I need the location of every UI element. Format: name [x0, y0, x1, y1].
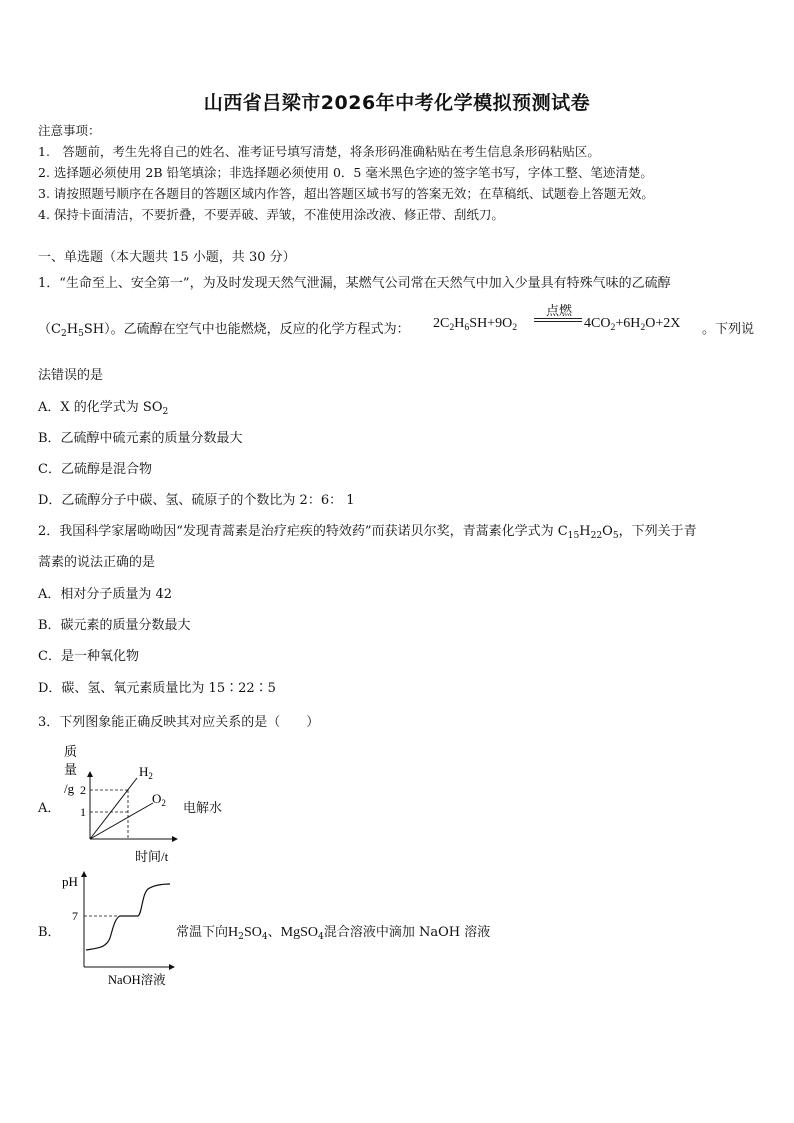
option-text: 、 — [267, 925, 281, 940]
q2-stem-text: 2．我国科学家屠呦呦因“发现青蒿素是治疗疟疾的特效药”而获诺贝尔奖，青蒿素化学式为 C — [38, 524, 568, 539]
subscript: 2 — [610, 322, 616, 333]
option-text: A．X 的化学式为 SO — [38, 400, 163, 415]
formula: SO — [243, 925, 262, 940]
q2-option-b: B．碳元素的质量分数最大 — [38, 618, 191, 633]
q1-option-b: B．乙硫醇中硫元素的质量分数最大 — [38, 431, 243, 446]
q2-option-c: C．是一种氧化物 — [38, 649, 139, 664]
equation-term: 4CO — [584, 316, 611, 331]
q3-stem: 3．下列图象能正确反映其对应关系的是（ ） — [38, 715, 320, 730]
tick-label-7: 7 — [72, 909, 78, 923]
subscript: 22 — [590, 531, 603, 541]
option-text: 常温下向 — [176, 925, 229, 940]
notice-item: 1. 答题前，考生先将自己的姓名、准考证号填写清楚，将条形码准确粘贴在考生信息条形码粘贴区。 — [38, 144, 600, 159]
ph-curve — [86, 884, 170, 950]
section-heading: 一、单选题（本大题共 15 小题，共 30 分） — [38, 250, 296, 265]
notice-heading: 注意事项： — [38, 123, 101, 138]
equation-term: H — [454, 316, 465, 331]
subscript: 2 — [238, 932, 244, 942]
formula: MgSO — [280, 925, 319, 940]
q3-option-a-text: 电解水 — [183, 801, 223, 816]
y-label: /g — [64, 781, 75, 796]
q1-stem-text: H — [66, 322, 79, 337]
equation-line-bottom — [534, 321, 582, 322]
page-title: 山西省吕梁市2026年中考化学模拟预测试卷 — [203, 92, 591, 114]
y-label: pH — [62, 874, 78, 889]
q2-stem-line-2: 蒿素的说法正确的是 — [38, 555, 156, 570]
subscript: 2 — [512, 322, 518, 333]
y-label: 质 — [64, 744, 78, 759]
y-label: 量 — [64, 762, 78, 777]
equation-term: SH+9O — [469, 316, 513, 331]
q3-option-a-letter: A． — [38, 801, 61, 816]
option-text: 混合溶液中滴加 NaOH 溶液 — [323, 925, 491, 940]
x-label: NaOH溶液 — [108, 973, 166, 987]
q1-stem-line-3: 法错误的是 — [38, 368, 104, 383]
subscript: 2 — [640, 322, 646, 333]
q3-option-b-letter: B． — [38, 925, 61, 940]
q1-stem-text: 。下列说 — [702, 322, 755, 337]
o2-label: $O_2$ — [152, 791, 166, 808]
q1-option-c: C．乙硫醇是混合物 — [38, 462, 152, 477]
formula: H — [228, 925, 239, 940]
q3-option-b-text: 常温下向$H_2SO_4$、MgSO$_4$混合溶液中滴加 NaOH 溶液 — [176, 925, 491, 942]
q1-stem-line-2 — [38, 318, 410, 337]
h2-line — [90, 778, 137, 839]
q2-option-d: D．碳、氢、氧元素质量比为 15∶22∶5 — [38, 681, 276, 696]
q1-option-a — [38, 396, 168, 415]
graph-a-electrolysis — [55, 740, 185, 868]
notice-item: 2. 选择题必须使用 2B 铅笔填涂；非选择题必须使用 0．5 毫米黑色字迹的签字笔书写，字体工整、笔迹清楚。 — [38, 165, 653, 180]
q1-stem-text: （C — [38, 322, 61, 337]
q1-stem-line-1: 1．“生命至上、安全第一”，为及时发现天然气泄漏，某燃气公司常在天然气中加入少量具有特殊气味的乙硫醇 — [38, 276, 671, 291]
o2-line — [90, 803, 153, 839]
q2-stem-text: H — [579, 524, 591, 539]
q2-stem-text: ，下列关于青 — [618, 524, 697, 539]
tick-label-1: 1 — [80, 805, 86, 819]
equation-line-top — [534, 318, 582, 319]
h2-label: $H_2$ — [139, 764, 153, 781]
notice-item: 3. 请按照题号顺序在各题目的答题区域内作答，超出答题区域书写的答案无效；在草稿纸、试题卷上答题无效。 — [38, 186, 654, 201]
notice-item: 4. 保持卡面清洁，不要折叠，不要弄破、弄皱，不准使用涂改液、修正带、刮纸刀。 — [38, 207, 504, 222]
q1-stem-text: SH）。乙硫醇在空气中也能燃烧，反应的化学方程式为： — [83, 322, 410, 337]
equation-term: 2C — [433, 316, 450, 331]
x-label: 时间/t — [135, 849, 169, 864]
subscript: 2 — [60, 329, 67, 339]
q2-option-a: A．相对分子质量为 42 — [38, 587, 173, 602]
subscript: 6 — [464, 322, 470, 333]
subscript: 5 — [612, 531, 619, 541]
graph-b-ph-curve — [58, 868, 178, 990]
subscript: 5 — [78, 329, 84, 339]
subscript: 2 — [162, 407, 169, 417]
chemical-equation — [433, 316, 517, 332]
equation-term: O+2X — [645, 316, 681, 331]
reaction-condition: 点燃 — [545, 304, 572, 319]
equation-term: +6H — [615, 316, 641, 331]
chemical-equation-products — [584, 316, 680, 332]
q2-stem-line-1 — [38, 520, 697, 539]
tick-label-2: 2 — [80, 783, 86, 797]
q1-option-d: D．乙硫醇分子中碳、氢、硫原子的个数比为 2：6： 1 — [38, 493, 355, 508]
q2-stem-text: O — [602, 524, 613, 539]
subscript: 15 — [567, 531, 580, 541]
subscript: 2 — [449, 322, 455, 333]
